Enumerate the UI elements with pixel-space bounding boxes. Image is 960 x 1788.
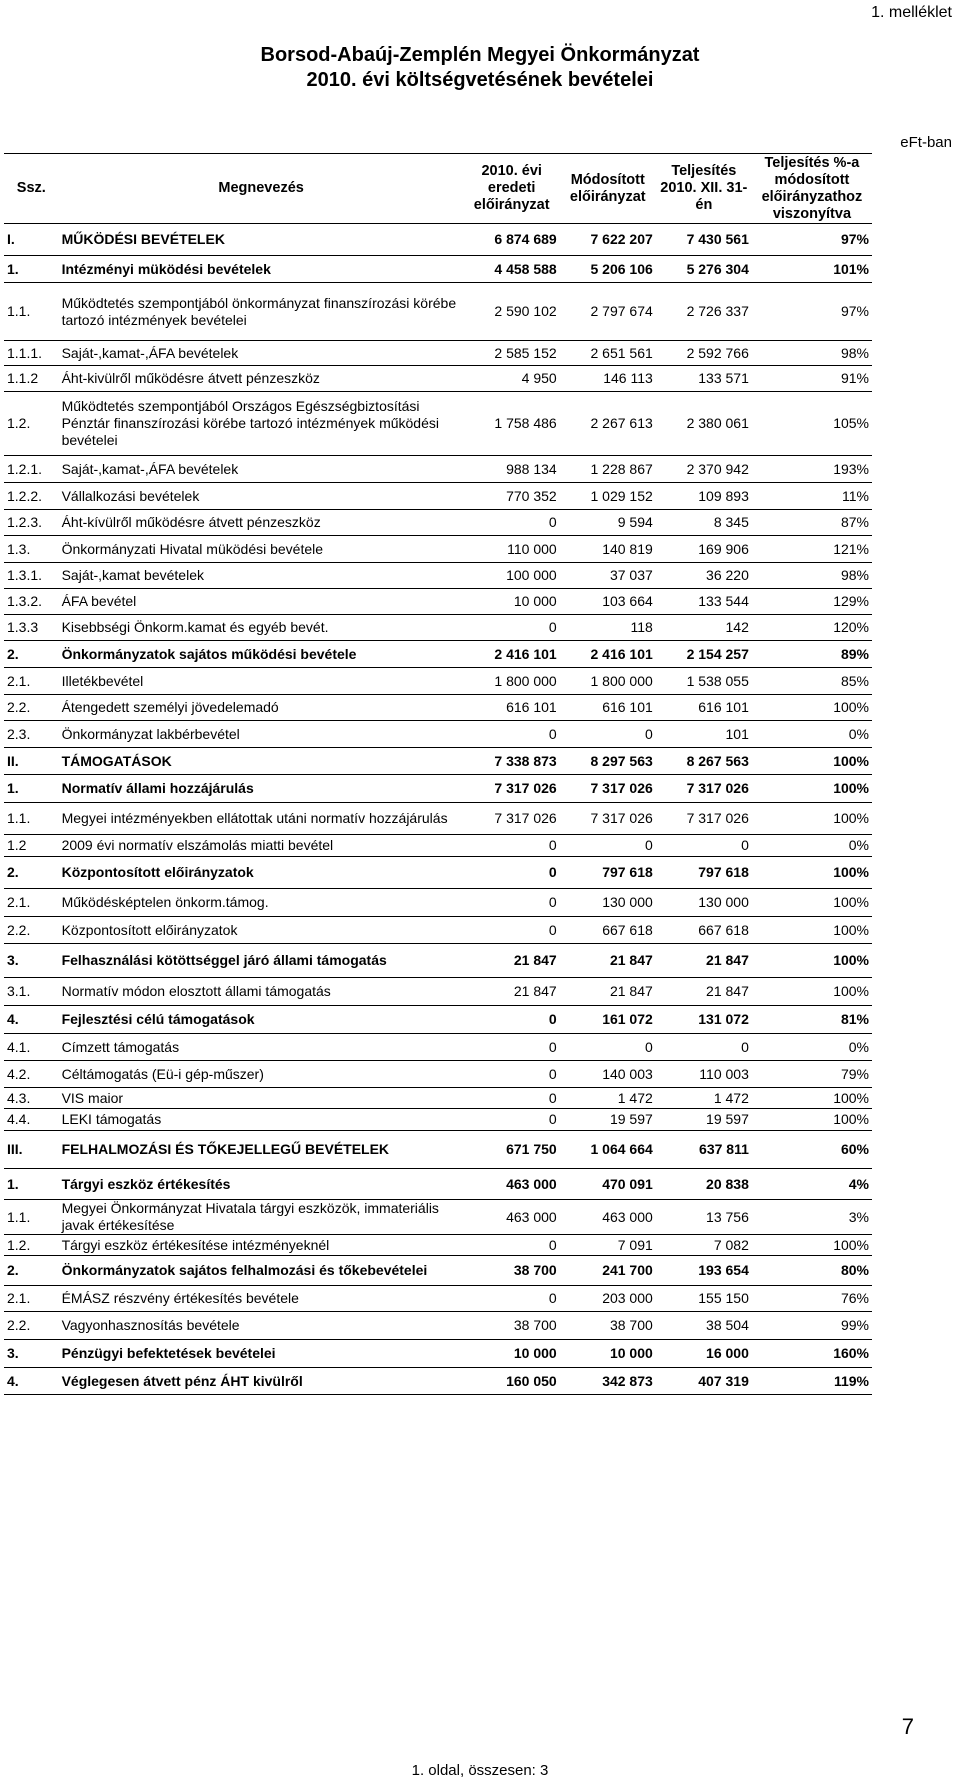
row-actual: 21 847	[656, 944, 752, 978]
table-row	[4, 889, 872, 917]
table-row	[4, 1169, 872, 1200]
row-pct: 100%	[752, 978, 872, 1006]
row-pct: 193%	[752, 456, 872, 483]
row-pct: 76%	[752, 1286, 872, 1312]
row-ssz: 4.3.	[4, 1088, 59, 1109]
row-modified: 342 873	[560, 1368, 656, 1395]
row-original: 6 874 689	[464, 224, 560, 256]
table-row	[4, 341, 872, 366]
row-ssz: 1.1.	[4, 1200, 59, 1235]
row-ssz: 1.3.	[4, 536, 59, 563]
row-original: 38 700	[464, 1256, 560, 1286]
row-name: Vállalkozási bevételek	[59, 483, 464, 510]
row-pct: 121%	[752, 536, 872, 563]
row-actual: 637 811	[656, 1131, 752, 1169]
row-modified: 241 700	[560, 1256, 656, 1286]
row-pct: 99%	[752, 1312, 872, 1340]
row-ssz: 2.1.	[4, 1286, 59, 1312]
row-original: 21 847	[464, 978, 560, 1006]
row-name: Tárgyi eszköz értékesítése intézményeknél	[59, 1235, 464, 1256]
row-modified: 37 037	[560, 563, 656, 589]
row-pct: 98%	[752, 563, 872, 589]
row-name: Önkormányzatok sajátos működési bevétele	[59, 641, 464, 668]
row-name: Felhasználási kötöttséggel járó állami támogatás	[59, 944, 464, 978]
row-modified: 103 664	[560, 589, 656, 615]
table-row	[4, 1061, 872, 1088]
row-original: 0	[464, 1286, 560, 1312]
row-actual: 133 571	[656, 366, 752, 392]
table-row	[4, 456, 872, 483]
row-ssz: 4.	[4, 1368, 59, 1395]
row-original: 463 000	[464, 1200, 560, 1235]
row-original: 0	[464, 1061, 560, 1088]
row-actual: 797 618	[656, 857, 752, 889]
row-ssz: 3.1.	[4, 978, 59, 1006]
table-row	[4, 748, 872, 775]
table-row	[4, 917, 872, 944]
row-modified: 19 597	[560, 1109, 656, 1131]
table-row	[4, 1368, 872, 1395]
row-modified: 2 797 674	[560, 283, 656, 341]
row-modified: 470 091	[560, 1169, 656, 1200]
table-row	[4, 563, 872, 589]
row-pct: 119%	[752, 1368, 872, 1395]
header-ssz: Ssz.	[4, 154, 59, 224]
table-row	[4, 803, 872, 835]
row-actual: 21 847	[656, 978, 752, 1006]
row-original: 770 352	[464, 483, 560, 510]
row-pct: 85%	[752, 668, 872, 695]
row-name: Tárgyi eszköz értékesítés	[59, 1169, 464, 1200]
row-pct: 81%	[752, 1006, 872, 1034]
row-original: 160 050	[464, 1368, 560, 1395]
row-modified: 21 847	[560, 944, 656, 978]
row-pct: 120%	[752, 615, 872, 641]
budget-table	[4, 153, 872, 1395]
row-actual: 36 220	[656, 563, 752, 589]
row-name: Vagyonhasznosítás bevétele	[59, 1312, 464, 1340]
row-ssz: III.	[4, 1131, 59, 1169]
row-actual: 2 592 766	[656, 341, 752, 366]
row-ssz: 4.2.	[4, 1061, 59, 1088]
row-modified: 9 594	[560, 510, 656, 536]
table-row	[4, 944, 872, 978]
row-ssz: 2.3.	[4, 721, 59, 748]
row-ssz: 2.2.	[4, 1312, 59, 1340]
row-original: 1 758 486	[464, 392, 560, 456]
row-ssz: II.	[4, 748, 59, 775]
row-actual: 667 618	[656, 917, 752, 944]
row-ssz: 2.1.	[4, 889, 59, 917]
table-row	[4, 1286, 872, 1312]
row-modified: 2 651 561	[560, 341, 656, 366]
row-modified: 140 819	[560, 536, 656, 563]
table-row	[4, 721, 872, 748]
row-modified: 203 000	[560, 1286, 656, 1312]
row-original: 988 134	[464, 456, 560, 483]
row-actual: 130 000	[656, 889, 752, 917]
row-ssz: 4.	[4, 1006, 59, 1034]
row-pct: 97%	[752, 283, 872, 341]
table-row	[4, 1235, 872, 1256]
row-name: Áht-kívülről működésre átvett pénzeszköz	[59, 510, 464, 536]
row-name: 2009 évi normatív elszámolás miatti bevétel	[59, 835, 464, 857]
row-ssz: 1.2.3.	[4, 510, 59, 536]
row-original: 110 000	[464, 536, 560, 563]
row-ssz: 4.4.	[4, 1109, 59, 1131]
row-pct: 100%	[752, 889, 872, 917]
row-ssz: 1.	[4, 256, 59, 283]
row-ssz: 1.1.2	[4, 366, 59, 392]
row-actual: 0	[656, 1034, 752, 1061]
table-row	[4, 1131, 872, 1169]
table-row	[4, 857, 872, 889]
unit-label: eFt-ban	[900, 134, 952, 151]
row-actual: 38 504	[656, 1312, 752, 1340]
header-name: Megnevezés	[59, 154, 464, 224]
table-row	[4, 536, 872, 563]
row-pct: 89%	[752, 641, 872, 668]
row-pct: 80%	[752, 1256, 872, 1286]
row-ssz: 2.	[4, 641, 59, 668]
table-row	[4, 392, 872, 456]
row-name: Önkormányzatok sajátos felhalmozási és tőkebevételei	[59, 1256, 464, 1286]
row-pct: 0%	[752, 721, 872, 748]
row-name: Központosított előirányzatok	[59, 917, 464, 944]
row-original: 0	[464, 1109, 560, 1131]
row-ssz: 1.1.	[4, 803, 59, 835]
row-modified: 7 091	[560, 1235, 656, 1256]
row-original: 0	[464, 1006, 560, 1034]
row-ssz: 1.2.	[4, 1235, 59, 1256]
row-modified: 118	[560, 615, 656, 641]
row-ssz: 1.2.	[4, 392, 59, 456]
row-original: 0	[464, 1034, 560, 1061]
row-original: 0	[464, 889, 560, 917]
row-pct: 100%	[752, 748, 872, 775]
table-row	[4, 483, 872, 510]
table-row	[4, 1034, 872, 1061]
table-row	[4, 668, 872, 695]
row-name: Saját-,kamat bevételek	[59, 563, 464, 589]
row-pct: 100%	[752, 803, 872, 835]
annex-label: 1. melléklet	[871, 4, 952, 21]
header-modified: Módosított előirányzat	[560, 154, 656, 224]
row-name: LEKI támogatás	[59, 1109, 464, 1131]
row-name: Pénzügyi befektetések bevételei	[59, 1340, 464, 1368]
table-row	[4, 615, 872, 641]
row-name: Működtetés szempontjából önkormányzat finanszírozási körébe tartozó intézmények bevételei	[59, 283, 464, 341]
row-actual: 2 726 337	[656, 283, 752, 341]
table-row	[4, 224, 872, 256]
row-actual: 7 082	[656, 1235, 752, 1256]
row-original: 0	[464, 917, 560, 944]
row-original: 100 000	[464, 563, 560, 589]
row-actual: 110 003	[656, 1061, 752, 1088]
row-actual: 1 472	[656, 1088, 752, 1109]
table-row	[4, 589, 872, 615]
row-ssz: 2.	[4, 1256, 59, 1286]
row-original: 463 000	[464, 1169, 560, 1200]
row-pct: 100%	[752, 857, 872, 889]
row-ssz: 1.1.1.	[4, 341, 59, 366]
table-row	[4, 1109, 872, 1131]
row-actual: 616 101	[656, 695, 752, 721]
header-actual: Teljesítés 2010. XII. 31-én	[656, 154, 752, 224]
row-name: Címzett támogatás	[59, 1034, 464, 1061]
row-ssz: 1.3.3	[4, 615, 59, 641]
row-modified: 0	[560, 835, 656, 857]
row-name: Kisebbségi Önkorm.kamat és egyéb bevét.	[59, 615, 464, 641]
row-actual: 5 276 304	[656, 256, 752, 283]
row-name: Céltámogatás (Eü-i gép-műszer)	[59, 1061, 464, 1088]
row-actual: 101	[656, 721, 752, 748]
row-actual: 20 838	[656, 1169, 752, 1200]
row-pct: 4%	[752, 1169, 872, 1200]
row-original: 2 590 102	[464, 283, 560, 341]
row-pct: 129%	[752, 589, 872, 615]
row-actual: 133 544	[656, 589, 752, 615]
row-actual: 7 430 561	[656, 224, 752, 256]
row-modified: 146 113	[560, 366, 656, 392]
row-original: 21 847	[464, 944, 560, 978]
row-name: TÁMOGATÁSOK	[59, 748, 464, 775]
row-name: Saját-,kamat-,ÁFA bevételek	[59, 341, 464, 366]
row-actual: 155 150	[656, 1286, 752, 1312]
row-original: 0	[464, 1088, 560, 1109]
row-original: 0	[464, 510, 560, 536]
row-actual: 2 154 257	[656, 641, 752, 668]
row-modified: 1 228 867	[560, 456, 656, 483]
row-modified: 140 003	[560, 1061, 656, 1088]
row-modified: 797 618	[560, 857, 656, 889]
row-ssz: 3.	[4, 944, 59, 978]
table-row	[4, 641, 872, 668]
row-pct: 100%	[752, 775, 872, 803]
row-name: Központosított előirányzatok	[59, 857, 464, 889]
row-modified: 7 317 026	[560, 803, 656, 835]
table-header-row	[4, 154, 872, 224]
row-actual: 109 893	[656, 483, 752, 510]
row-actual: 1 538 055	[656, 668, 752, 695]
row-pct: 98%	[752, 341, 872, 366]
row-modified: 1 064 664	[560, 1131, 656, 1169]
row-ssz: 1.3.1.	[4, 563, 59, 589]
table-row	[4, 1088, 872, 1109]
row-pct: 100%	[752, 1088, 872, 1109]
row-name: Véglegesen átvett pénz ÁHT kivülről	[59, 1368, 464, 1395]
row-modified: 7 622 207	[560, 224, 656, 256]
row-pct: 100%	[752, 1235, 872, 1256]
row-original: 4 458 588	[464, 256, 560, 283]
row-actual: 142	[656, 615, 752, 641]
row-original: 0	[464, 835, 560, 857]
row-actual: 19 597	[656, 1109, 752, 1131]
table-row	[4, 978, 872, 1006]
row-original: 2 416 101	[464, 641, 560, 668]
row-pct: 160%	[752, 1340, 872, 1368]
row-pct: 100%	[752, 695, 872, 721]
row-original: 0	[464, 721, 560, 748]
page-footer: 1. oldal, összesen: 3	[411, 1762, 549, 1779]
row-original: 7 317 026	[464, 803, 560, 835]
row-actual: 16 000	[656, 1340, 752, 1368]
row-ssz: 1.1.	[4, 283, 59, 341]
row-original: 10 000	[464, 589, 560, 615]
row-modified: 1 472	[560, 1088, 656, 1109]
row-name: Megyei intézményekben ellátottak utáni normatív hozzájárulás	[59, 803, 464, 835]
row-original: 1 800 000	[464, 668, 560, 695]
row-name: Normatív módon elosztott állami támogatás	[59, 978, 464, 1006]
row-modified: 616 101	[560, 695, 656, 721]
row-name: Önkormányzati Hivatal müködési bevétele	[59, 536, 464, 563]
row-name: FELHALMOZÁSI ÉS TŐKEJELLEGŰ BEVÉTELEK	[59, 1131, 464, 1169]
row-pct: 100%	[752, 944, 872, 978]
row-original: 671 750	[464, 1131, 560, 1169]
row-name: Működésképtelen önkorm.támog.	[59, 889, 464, 917]
row-name: ÉMÁSZ részvény értékesítés bevétele	[59, 1286, 464, 1312]
row-actual: 8 345	[656, 510, 752, 536]
row-actual: 7 317 026	[656, 803, 752, 835]
row-name: ÁFA bevétel	[59, 589, 464, 615]
row-name: Fejlesztési célú támogatások	[59, 1006, 464, 1034]
row-modified: 2 416 101	[560, 641, 656, 668]
row-name: Illetékbevétel	[59, 668, 464, 695]
row-actual: 407 319	[656, 1368, 752, 1395]
row-actual: 13 756	[656, 1200, 752, 1235]
row-original: 10 000	[464, 1340, 560, 1368]
table-row	[4, 256, 872, 283]
row-name: Saját-,kamat-,ÁFA bevételek	[59, 456, 464, 483]
row-modified: 7 317 026	[560, 775, 656, 803]
row-name: Átengedett személyi jövedelemadó	[59, 695, 464, 721]
row-actual: 8 267 563	[656, 748, 752, 775]
document-title: Borsod-Abaúj-Zemplén Megyei Önkormányzat	[260, 44, 700, 66]
row-modified: 8 297 563	[560, 748, 656, 775]
row-pct: 11%	[752, 483, 872, 510]
row-original: 7 317 026	[464, 775, 560, 803]
row-modified: 130 000	[560, 889, 656, 917]
row-name: Normatív állami hozzájárulás	[59, 775, 464, 803]
row-name: Önkormányzat lakbérbevétel	[59, 721, 464, 748]
row-modified: 1 800 000	[560, 668, 656, 695]
row-name: Megyei Önkormányzat Hivatala tárgyi eszközök, immateriális javak értékesítése	[59, 1200, 464, 1235]
table-row	[4, 1006, 872, 1034]
row-pct: 87%	[752, 510, 872, 536]
row-pct: 3%	[752, 1200, 872, 1235]
header-original: 2010. évi eredeti előirányzat	[464, 154, 560, 224]
row-name: Áht-kivülről működésre átvett pénzeszköz	[59, 366, 464, 392]
row-modified: 463 000	[560, 1200, 656, 1235]
row-original: 4 950	[464, 366, 560, 392]
row-ssz: 1.	[4, 1169, 59, 1200]
row-ssz: 2.	[4, 857, 59, 889]
row-actual: 0	[656, 835, 752, 857]
row-original: 0	[464, 615, 560, 641]
row-pct: 0%	[752, 835, 872, 857]
row-modified: 0	[560, 1034, 656, 1061]
table-row	[4, 1340, 872, 1368]
row-pct: 91%	[752, 366, 872, 392]
page-number: 7	[901, 1714, 914, 1739]
row-pct: 97%	[752, 224, 872, 256]
row-actual: 193 654	[656, 1256, 752, 1286]
row-ssz: 4.1.	[4, 1034, 59, 1061]
row-original: 38 700	[464, 1312, 560, 1340]
row-modified: 38 700	[560, 1312, 656, 1340]
table-row	[4, 835, 872, 857]
row-modified: 21 847	[560, 978, 656, 1006]
table-row	[4, 366, 872, 392]
row-modified: 5 206 106	[560, 256, 656, 283]
table-row	[4, 695, 872, 721]
row-pct: 100%	[752, 917, 872, 944]
row-name: VIS maior	[59, 1088, 464, 1109]
row-ssz: 2.2.	[4, 917, 59, 944]
header-pct: Teljesítés %-a módosított előirányzathoz viszonyítva	[752, 154, 872, 224]
row-actual: 2 370 942	[656, 456, 752, 483]
row-original: 616 101	[464, 695, 560, 721]
row-original: 0	[464, 1235, 560, 1256]
row-pct: 60%	[752, 1131, 872, 1169]
row-modified: 0	[560, 721, 656, 748]
row-original: 2 585 152	[464, 341, 560, 366]
row-ssz: 2.1.	[4, 668, 59, 695]
row-original: 0	[464, 857, 560, 889]
row-ssz: 1.2.2.	[4, 483, 59, 510]
document-subtitle: 2010. évi költségvetésének bevételei	[306, 69, 654, 91]
row-ssz: 2.2.	[4, 695, 59, 721]
row-actual: 2 380 061	[656, 392, 752, 456]
row-modified: 667 618	[560, 917, 656, 944]
row-ssz: 1.2.1.	[4, 456, 59, 483]
row-name: MŰKÖDÉSI BEVÉTELEK	[59, 224, 464, 256]
table-row	[4, 1312, 872, 1340]
row-ssz: 1.2	[4, 835, 59, 857]
row-ssz: 1.	[4, 775, 59, 803]
row-pct: 79%	[752, 1061, 872, 1088]
table-row	[4, 1256, 872, 1286]
row-name: Intézményi müködési bevételek	[59, 256, 464, 283]
row-actual: 7 317 026	[656, 775, 752, 803]
row-modified: 2 267 613	[560, 392, 656, 456]
row-ssz: 3.	[4, 1340, 59, 1368]
row-name: Működtetés szempontjából Országos Egészségbiztosítási Pénztár finanszírozási körébe tartozó intézmények működési bevételei	[59, 392, 464, 456]
row-ssz: I.	[4, 224, 59, 256]
row-pct: 0%	[752, 1034, 872, 1061]
row-actual: 131 072	[656, 1006, 752, 1034]
row-modified: 161 072	[560, 1006, 656, 1034]
row-actual: 169 906	[656, 536, 752, 563]
table-row	[4, 283, 872, 341]
table-row	[4, 775, 872, 803]
table-row	[4, 510, 872, 536]
row-pct: 105%	[752, 392, 872, 456]
row-pct: 101%	[752, 256, 872, 283]
row-modified: 1 029 152	[560, 483, 656, 510]
row-original: 7 338 873	[464, 748, 560, 775]
row-modified: 10 000	[560, 1340, 656, 1368]
row-ssz: 1.3.2.	[4, 589, 59, 615]
row-pct: 100%	[752, 1109, 872, 1131]
table-row	[4, 1200, 872, 1235]
